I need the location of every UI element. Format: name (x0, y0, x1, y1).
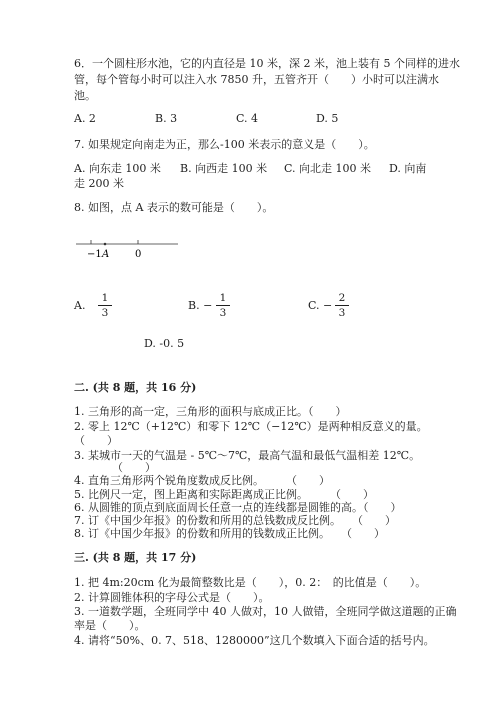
s2-item-2: 2. 零上 12℃（+12℃）和零下 12℃（−12℃）是两种相反意义的量。 (74, 420, 428, 433)
q7-option-a[interactable]: A. 向东走 100 米 (74, 162, 161, 175)
s2-item-5: 5. 比例尺一定，图上距离和实际距离成正比例。 （ ） (74, 488, 374, 501)
q8-option-a-letter[interactable]: A. (74, 299, 86, 312)
section3-heading: 三. (共 8 题，共 17 分) (74, 551, 197, 564)
q6-option-a[interactable]: A. 2 (74, 112, 96, 125)
fraction-denominator: 3 (101, 307, 109, 319)
s2-item-7: 7. 订《中国少年报》的份数和所用的总钱数成反比例。 （ ） (74, 514, 396, 527)
fraction-numerator: 1 (219, 292, 227, 304)
q6-line1: 6．一个圆柱形水池，它的内直径是 10 米，深 2 米，池上装有 5 个同样的进水 (74, 57, 460, 70)
fraction-denominator: 3 (338, 307, 346, 319)
s2-item-4: 4. 直角三角形两个锐角度数成反比例。 （ ） (74, 474, 330, 487)
q6-option-d[interactable]: D. 5 (316, 112, 339, 125)
label-minus1: −1 (87, 249, 102, 260)
s2-item-6: 6. 从圆锥的顶点到底面周长任意一点的连线都是圆锥的高。（ ） (74, 501, 402, 514)
q6-line2: 管，每个管每小时可以注入水 7850 升，五管齐开（ ）小时可以注满水 (74, 73, 439, 86)
s2-item-3: 3. 某城市一天的气温是 - 5℃～7℃，最高气温和最低气温相差 12℃。 (74, 449, 421, 462)
q6-line3: 池。 (74, 89, 96, 102)
label-0: 0 (135, 249, 142, 260)
q8-option-b-fraction (216, 292, 230, 319)
fraction-bar (98, 305, 112, 306)
q7-option-d-wrap: 走 200 米 (74, 177, 124, 190)
s2-item-3-blank: （ ） (112, 461, 156, 474)
q6-option-b[interactable]: B. 3 (155, 112, 178, 125)
s2-item-8: 8. 订《中国少年报》的份数和所用的钱数成正比例。 （ ） (74, 527, 385, 540)
section2-heading: 二. (共 8 题，共 16 分) (74, 381, 197, 394)
q8-option-d[interactable]: D. -0. 5 (144, 337, 185, 350)
s3-item-1: 1. 把 4m:20cm 化为最简整数比是（ ），0. 2： 的比值是（ ）。 (74, 576, 427, 589)
q8-text: 8. 如图，点 A 表示的数可能是（ ）。 (74, 201, 274, 214)
fraction-bar (335, 305, 349, 306)
s3-item-3-cont: 率是（ ）。 (74, 619, 146, 632)
q7-text: 7. 如果规定向南走为正，那么-100 米表示的意义是（ ）。 (74, 138, 375, 151)
q8-option-c-letter[interactable]: C. − (308, 299, 333, 312)
q6-option-c[interactable]: C. 4 (236, 112, 259, 125)
q8-option-c-fraction (335, 292, 349, 319)
q7-option-c[interactable]: C. 向北走 100 米 (284, 162, 372, 175)
label-a: A (102, 249, 110, 260)
q8-option-a-fraction (98, 292, 112, 319)
s3-item-3: 3. 一道数学题，全班同学中 40 人做对，10 人做错，全班同学做这道题的正确 (74, 605, 457, 618)
s3-item-2: 2. 计算圆锥体积的字母公式是（ ）。 (74, 591, 270, 604)
s2-item-1: 1. 三角形的高一定，三角形的面积与底成正比。（ ） (74, 405, 347, 418)
fraction-numerator: 1 (101, 292, 109, 304)
fraction-denominator: 3 (219, 307, 227, 319)
fraction-numerator: 2 (338, 292, 346, 304)
q7-option-b[interactable]: B. 向西走 100 米 (180, 162, 268, 175)
q7-option-d[interactable]: D. 向南 (389, 162, 427, 175)
s2-item-2-blank: （ ） (74, 434, 118, 447)
fraction-bar (216, 305, 230, 306)
point-a-dot (104, 243, 107, 246)
number-line-figure (74, 232, 184, 262)
q8-option-b-letter[interactable]: B. − (188, 299, 213, 312)
s3-item-4: 4. 请将“50%、0. 7、518、1280000”这几个数填入下面合适的括号内。 (74, 634, 435, 647)
